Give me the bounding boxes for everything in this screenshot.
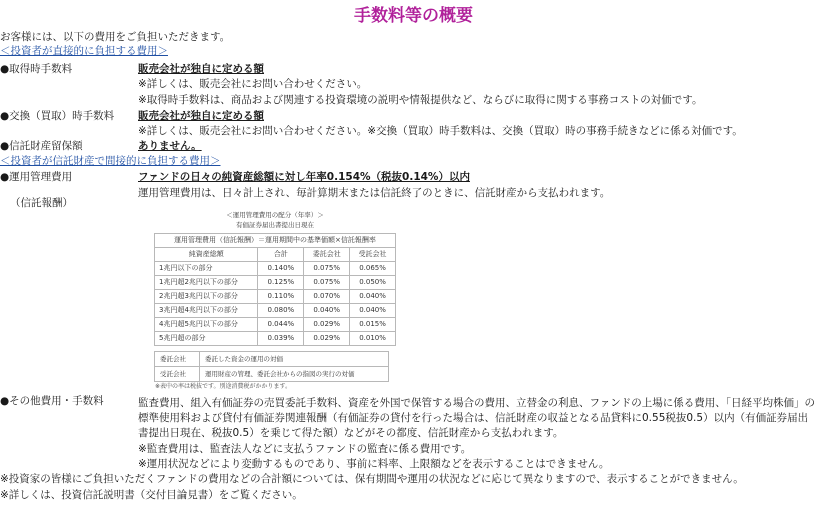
tier-cell: 2兆円超3兆円以下の部分 xyxy=(155,290,258,304)
rate-cell: 0.050% xyxy=(350,276,396,290)
rate-cell: 0.070% xyxy=(304,290,350,304)
acq-fee-note-2: ※取得時手数料は、商品および関連する投資環境の説明や情報提供など、ならびに取得に関する事務コストの対価です。 xyxy=(138,94,703,106)
tier-cell: 4兆円超5兆円以下の部分 xyxy=(155,318,258,332)
tier-cell: 1兆円超2兆円以下の部分 xyxy=(155,276,258,290)
tier-cell: 1兆円以下の部分 xyxy=(155,262,258,276)
rate-cell: 0.010% xyxy=(350,332,396,346)
table-header-row xyxy=(155,248,396,262)
reserve-label: ●信託財産留保額 xyxy=(0,140,83,152)
mgmt-fee-label: ●運用管理費用 xyxy=(0,171,73,183)
table-row xyxy=(155,276,396,290)
table-row xyxy=(155,367,389,382)
header-cell: 純資産総額 xyxy=(155,248,258,262)
header-cell: 受託会社 xyxy=(350,248,396,262)
table-row xyxy=(155,332,396,346)
mgmt-fee-desc: 運用管理費用は、日々計上され、毎計算期末または信託終了のときに、信託財産から支払われます。 xyxy=(138,187,611,199)
other-fee-desc: 監査費用、組入有価証券の売買委託手数料、資産を外国で保管する場合の費用、立替金の利息、ファンドの上場に係る費用、「日経平均株価」の標準使用料および貸付有価証券関連報酬（有価証券の貸付を行った場合は、信託財産の収益となる品貸料に0.55税抜0.5）以内（有価証券届出書提出日現在、税抜0.5）を乗じて得た額）などがその都度、信託財産から支払われます。 xyxy=(138,397,816,439)
exchange-fee-note: ※詳しくは、販売会社にお問い合わせください。※交換（買取）時手数料は、交換（買取）時の事務手続きなどに係る対価です。 xyxy=(138,125,743,137)
rate-cell: 0.075% xyxy=(304,276,350,290)
final-note-1: ※投資家の皆様にご負担いただくファンドの費用などの合計額については、保有期間や運用の状況などに応じて異なりますので、表示することができません。 xyxy=(0,473,744,485)
role-name-cell: 受託会社 xyxy=(155,367,200,382)
rate-cell: 0.039% xyxy=(258,332,304,346)
rate-cell: 0.110% xyxy=(258,290,304,304)
role-desc-cell: 委託した資金の運用の対価 xyxy=(200,352,389,367)
tier-cell: 5兆円超の部分 xyxy=(155,332,258,346)
final-note-2: ※詳しくは、投資信託説明書（交付目論見書）をご覧ください。 xyxy=(0,489,303,501)
exchange-fee-label: ●交換（買取）時手数料 xyxy=(0,110,115,122)
other-fee-note-1: ※監査費用は、監査法人などに支払うファンドの監査に係る費用です。 xyxy=(138,443,472,455)
fee-table-footnote: ※表中の率は税抜です。別途消費税がかかります。 xyxy=(155,383,292,390)
rate-cell: 0.125% xyxy=(258,276,304,290)
table-row xyxy=(155,234,396,248)
role-table xyxy=(154,351,389,382)
table-row xyxy=(155,290,396,304)
tier-cell: 3兆円超4兆円以下の部分 xyxy=(155,304,258,318)
acq-fee-main: 販売会社が独自に定める額 xyxy=(138,63,264,75)
mgmt-fee-sublabel: （信託報酬） xyxy=(10,197,73,209)
other-fee-note-2: ※運用状況などにより変動するものであり、事前に料率、上限額などを表示することはできません。 xyxy=(138,458,610,470)
page-title: 手数料等の概要 xyxy=(354,6,473,26)
direct-cost-header: ＜投資者が直接的に負担する費用＞ xyxy=(0,45,168,57)
rate-cell: 0.044% xyxy=(258,318,304,332)
rate-cell: 0.029% xyxy=(304,318,350,332)
rate-cell: 0.015% xyxy=(350,318,396,332)
fee-table-caption: ＜運用管理費用の配分（年率）＞ xyxy=(226,211,324,219)
rate-cell: 0.040% xyxy=(350,304,396,318)
table-row xyxy=(155,262,396,276)
rate-cell: 0.065% xyxy=(350,262,396,276)
table-row xyxy=(155,352,389,367)
rate-cell: 0.080% xyxy=(258,304,304,318)
fee-table-date: 有価証券届出書提出日現在 xyxy=(236,221,314,229)
rate-cell: 0.140% xyxy=(258,262,304,276)
role-name-cell: 委託会社 xyxy=(155,352,200,367)
formula-cell: 運用管理費用（信託報酬）＝運用期間中の基準価額×信託報酬率 xyxy=(155,234,396,248)
header-cell: 委託会社 xyxy=(304,248,350,262)
header-cell: 合計 xyxy=(258,248,304,262)
other-fee-label: ●その他費用・手数料 xyxy=(0,395,104,407)
fee-allocation-table xyxy=(154,233,396,346)
rate-cell: 0.075% xyxy=(304,262,350,276)
rate-cell: 0.040% xyxy=(350,290,396,304)
acq-fee-note-1: ※詳しくは、販売会社にお問い合わせください。 xyxy=(138,78,368,90)
mgmt-fee-main: ファンドの日々の純資産総額に対し年率0.154%（税抜0.14%）以内 xyxy=(138,171,470,183)
table-row xyxy=(155,318,396,332)
intro-text: お客様には、以下の費用をご負担いただきます。 xyxy=(0,31,231,43)
role-desc-cell: 運用財産の管理、委託会社からの指図の実行の対価 xyxy=(200,367,389,382)
rate-cell: 0.029% xyxy=(304,332,350,346)
reserve-main: ありません。 xyxy=(138,140,202,152)
acq-fee-label: ●取得時手数料 xyxy=(0,63,73,75)
table-row xyxy=(155,304,396,318)
indirect-cost-header: ＜投資者が信託財産で間接的に負担する費用＞ xyxy=(0,155,221,167)
exchange-fee-main: 販売会社が独自に定める額 xyxy=(138,110,264,122)
rate-cell: 0.040% xyxy=(304,304,350,318)
